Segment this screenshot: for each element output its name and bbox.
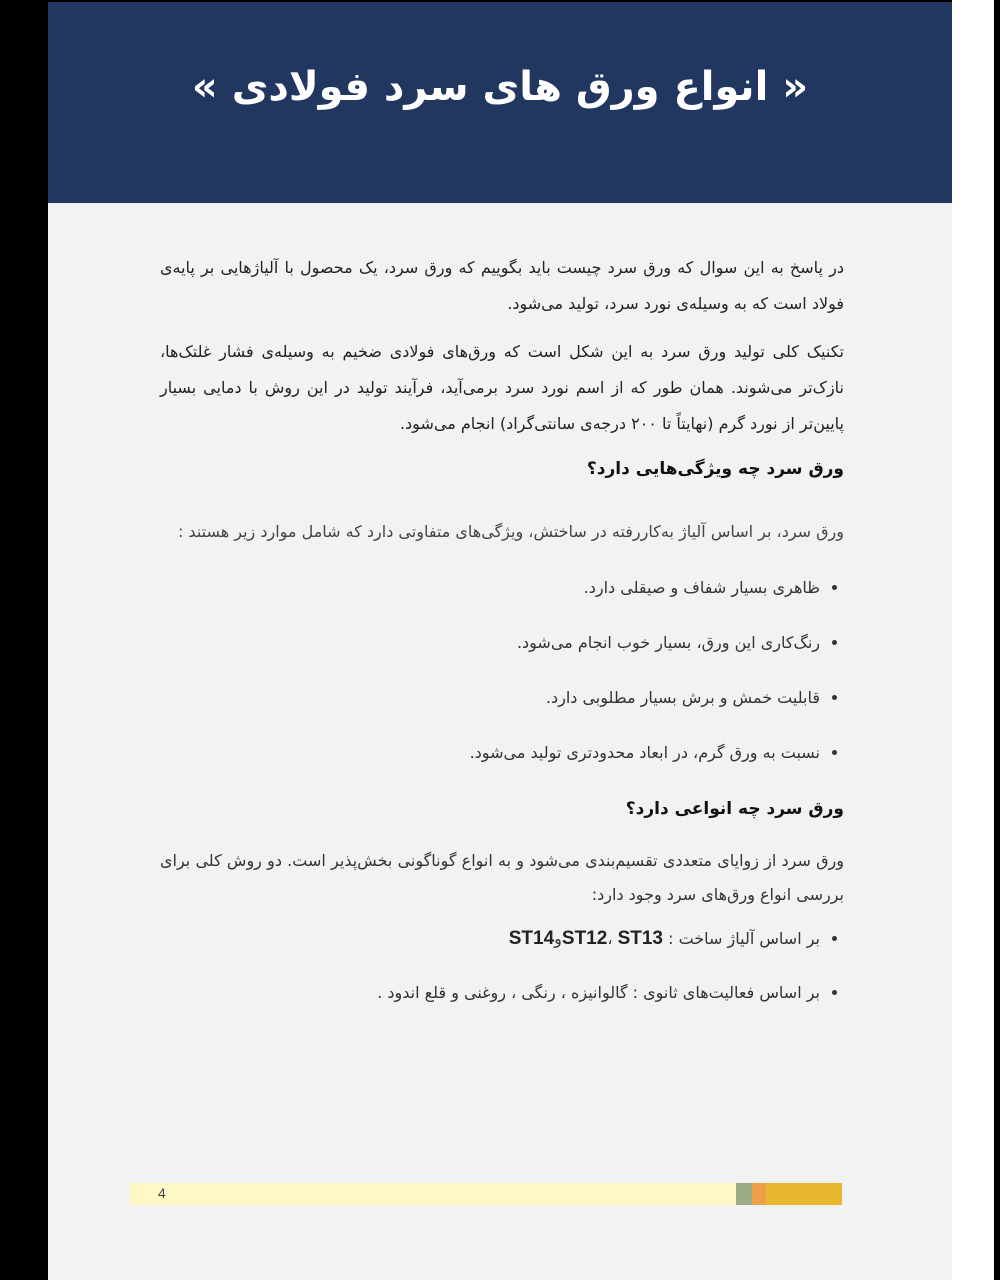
- viewer-right-gutter: [952, 0, 994, 1280]
- alloy-st13: ST13: [617, 928, 663, 949]
- alloy-separator: ،: [607, 929, 613, 948]
- alloy-label: بر اساس آلیاژ ساخت :: [668, 929, 820, 948]
- type-item-secondary: • بر اساس فعالیت‌های ثانوی : گالوانیزه ، رنگی ، روغنی و قلع اندود .: [160, 978, 820, 1008]
- page-title: « انواع ورق های سرد فولادی »: [191, 64, 809, 110]
- type-item-alloy: [160, 924, 820, 954]
- page-content: [160, 250, 844, 1032]
- document-page: [48, 2, 952, 1280]
- footer-bar: [130, 1183, 842, 1205]
- feature-item: • ظاهری بسیار شفاف و صیقلی دارد.: [160, 574, 820, 602]
- footer-bar-green: [736, 1183, 752, 1205]
- features-intro: ورق سرد، بر اساس آلیاژ به‌کاررفته در ساختش، ویژگی‌های متفاوتی دارد که شامل موارد زیر هستند :: [177, 522, 844, 541]
- features-list: [160, 574, 844, 767]
- features-heading: ورق سرد چه ویژگی‌هایی دارد؟: [586, 459, 844, 479]
- types-intro: ورق سرد از زوایای متعددی تقسیم‌بندی می‌شود و به انواع گوناگونی بخش‌پذیر است. دو روش کلی برای بررسی انواع ورق‌های سرد وجود دارد:: [160, 851, 844, 904]
- alloy-and: و: [554, 929, 562, 948]
- page-number: 4: [158, 1185, 166, 1201]
- feature-item: • قابلیت خمش و برش بسیار مطلوبی دارد.: [160, 684, 820, 712]
- footer-bar-yellow: [130, 1183, 736, 1205]
- feature-item: • رنگ‌کاری این ورق، بسیار خوب انجام می‌شود.: [160, 629, 820, 657]
- footer-bar-gold: [766, 1183, 842, 1205]
- types-list: [160, 924, 844, 1008]
- header-band: [48, 2, 952, 203]
- intro-paragraph-1: در پاسخ به این سوال که ورق سرد چیست باید بگوییم که ورق سرد، یک محصول با آلیاژهایی بر پایه‌ی فولاد است که به وسیله‌ی نورد سرد، تولید می‌شود.: [160, 258, 844, 313]
- alloy-st14: ST14: [508, 928, 555, 949]
- feature-item: • نسبت به ورق گرم، در ابعاد محدودتری تولید می‌شود.: [160, 739, 820, 767]
- alloy-st12: ST12: [561, 928, 608, 949]
- types-heading: ورق سرد چه انواعی دارد؟: [625, 799, 844, 819]
- footer-bar-orange: [752, 1183, 766, 1205]
- intro-paragraph-2: تکنیک کلی تولید ورق سرد به این شکل است که ورق‌های فولادی ضخیم به وسیله‌ی فشار غلتک‌ها، نازک‌تر می‌شوند. همان طور که از اسم نورد سرد برمی‌آید، فرآیند تولید در این روش با دمایی بسیار پایین‌تر از نورد گرم (نهایتاً تا ۲۰۰ درجه‌ی سانتی‌گراد) انجام می‌شود.: [160, 342, 844, 433]
